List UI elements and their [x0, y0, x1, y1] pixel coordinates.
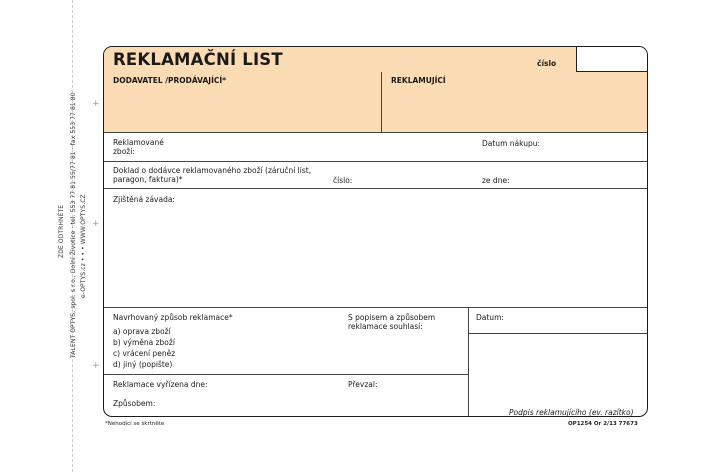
- purchase-date-label: Datum nákupu:: [482, 139, 541, 148]
- form-title: REKLAMAČNÍ LIST: [113, 50, 283, 69]
- option-repair[interactable]: a) oprava zboží: [113, 327, 171, 336]
- footnote: *Nehodící se škrtněte: [105, 421, 165, 427]
- resolved-date-label: Reklamace vyřízena dne:: [113, 380, 208, 389]
- method-field[interactable]: [156, 393, 467, 415]
- defect-label: Zjištěná závada:: [113, 195, 175, 204]
- supplier-label: DODAVATEL /PRODÁVAJÍCÍ*: [113, 76, 227, 85]
- option-refund[interactable]: c) vrácení peněz: [113, 349, 176, 358]
- tear-mark: +: [92, 99, 100, 109]
- date-label: Datum:: [476, 313, 504, 322]
- divider: [104, 188, 648, 189]
- proposed-method-label: Navrhovaný způsob reklamace*: [113, 313, 233, 322]
- tear-mark: +: [92, 219, 100, 229]
- proof-date-label: ze dne:: [482, 176, 510, 185]
- form-code: OP1254 Or 2/13 77673: [568, 421, 638, 427]
- publisher-web-text: e-OPTYS.cz • • • WWW.OPTYS.CZ: [80, 194, 87, 298]
- signature-field[interactable]: [469, 334, 648, 404]
- proof-number-field[interactable]: [356, 162, 476, 188]
- received-by-label: Převzal:: [348, 380, 378, 389]
- claimant-field[interactable]: [382, 85, 648, 132]
- option-exchange[interactable]: b) výměna zboží: [113, 338, 175, 347]
- proof-number-label: číslo:: [333, 176, 353, 185]
- agreement-field[interactable]: [348, 333, 468, 373]
- agreement-label: S popisem a způsobem reklamace souhlasí:: [348, 313, 436, 331]
- option-other[interactable]: d) jiný (popište): [113, 360, 173, 369]
- purchase-date-field[interactable]: [544, 133, 648, 161]
- complaint-form: [103, 46, 648, 417]
- goods-label: Reklamované zboží:: [113, 138, 164, 156]
- date-field[interactable]: [504, 307, 648, 333]
- received-by-field[interactable]: [379, 375, 467, 392]
- form-number-label: číslo: [537, 59, 557, 68]
- form-number-field[interactable]: [576, 47, 648, 72]
- proof-label: Doklad o dodávce reklamovaného zboží (záruční list, paragon, faktura)*: [113, 166, 312, 184]
- method-label: Způsobem:: [113, 399, 156, 408]
- proof-date-field[interactable]: [514, 162, 648, 188]
- signature-label: Podpis reklamujícího (ev. razítko): [509, 408, 634, 417]
- defect-field[interactable]: [104, 205, 648, 307]
- claimant-label: REKLAMUJÍCÍ: [391, 76, 446, 85]
- goods-field[interactable]: [166, 133, 476, 161]
- tear-mark: +: [92, 361, 100, 371]
- publisher-text: TALENT OPTYS, spol. s r.o., Dolní Životice · tel. 553 77 81 55/77 81 · fax 553 77 81 80: [70, 92, 77, 358]
- resolved-date-field[interactable]: [206, 375, 341, 392]
- tear-here-text: ZDE ODTRHNĚTE: [58, 204, 65, 258]
- supplier-field[interactable]: [104, 85, 381, 132]
